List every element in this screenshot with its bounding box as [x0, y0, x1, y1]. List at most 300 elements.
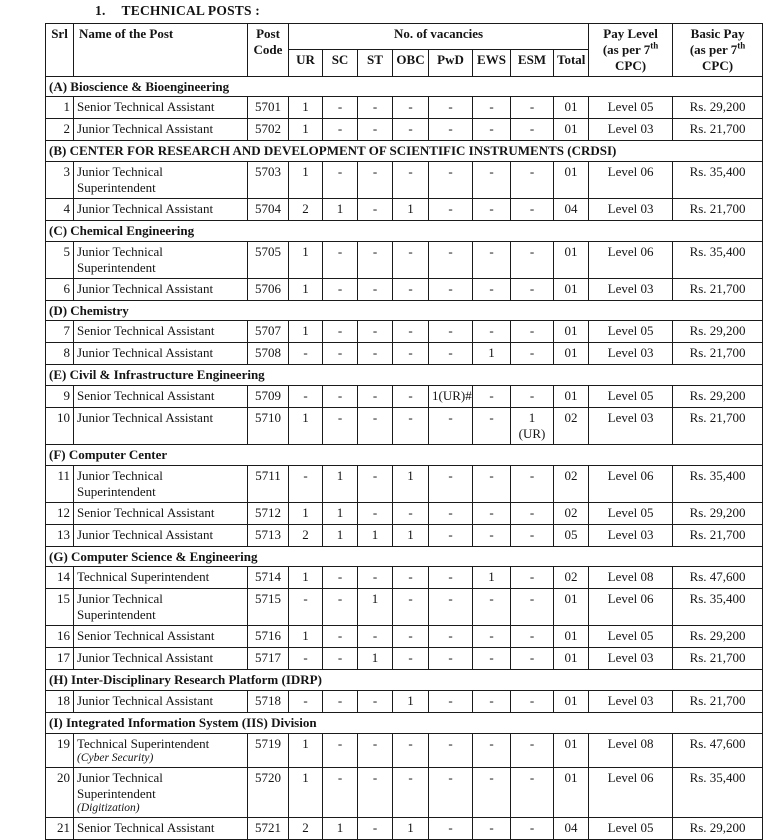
- post-srl: 10: [46, 408, 74, 445]
- vacancy-sc: 1: [323, 524, 358, 546]
- vacancy-pwd: -: [429, 626, 473, 648]
- vacancy-ur: 1: [289, 97, 323, 119]
- basic-pay: Rs. 29,200: [673, 386, 763, 408]
- pay-level: Level 03: [589, 199, 673, 221]
- vacancy-pwd: -: [429, 321, 473, 343]
- post-name: Senior Technical Assistant: [74, 386, 248, 408]
- post-name: Junior Technical Superintendent: [74, 589, 248, 626]
- post-code: 5714: [248, 567, 289, 589]
- basic-pay: Rs. 29,200: [673, 626, 763, 648]
- post-name: Junior Technical Assistant: [74, 691, 248, 713]
- post-row: [46, 733, 763, 767]
- post-code: 5703: [248, 162, 289, 199]
- vacancy-obc: -: [393, 767, 429, 817]
- post-row: [46, 817, 763, 839]
- basic-pay: Rs. 35,400: [673, 589, 763, 626]
- vacancy-total: 05: [554, 524, 589, 546]
- vacancy-total: 04: [554, 199, 589, 221]
- vacancy-ews: 1: [473, 343, 511, 365]
- post-srl: 13: [46, 524, 74, 546]
- vacancy-esm: -: [511, 241, 554, 278]
- post-name: Junior Technical Superintendent: [74, 162, 248, 199]
- post-srl: 9: [46, 386, 74, 408]
- vacancy-sc: -: [323, 626, 358, 648]
- vacancy-obc: -: [393, 241, 429, 278]
- basic-pay: Rs. 21,700: [673, 278, 763, 300]
- basic-pay: Rs. 21,700: [673, 408, 763, 445]
- pay-level: Level 03: [589, 648, 673, 670]
- vacancy-esm: -: [511, 278, 554, 300]
- vacancy-pwd: -: [429, 465, 473, 502]
- vacancy-esm: -: [511, 199, 554, 221]
- vacancy-total: 02: [554, 408, 589, 445]
- section-header-row: [46, 221, 763, 242]
- basic-pay: Rs. 21,700: [673, 648, 763, 670]
- post-row: [46, 767, 763, 817]
- vacancy-ur: 1: [289, 733, 323, 767]
- vacancy-sc: -: [323, 162, 358, 199]
- post-srl: 21: [46, 817, 74, 839]
- pay-level: Level 05: [589, 321, 673, 343]
- post-row: [46, 589, 763, 626]
- vacancy-ur: 1: [289, 767, 323, 817]
- vacancy-total: 04: [554, 817, 589, 839]
- post-code: 5705: [248, 241, 289, 278]
- vacancy-sc: 1: [323, 502, 358, 524]
- post-srl: 20: [46, 767, 74, 817]
- col-header-post-code: Post Code: [248, 24, 289, 77]
- vacancy-obc: -: [393, 567, 429, 589]
- vacancy-obc: 1: [393, 691, 429, 713]
- vacancy-total: 01: [554, 626, 589, 648]
- vacancy-obc: -: [393, 321, 429, 343]
- post-row: [46, 465, 763, 502]
- vacancy-ur: -: [289, 343, 323, 365]
- vacancy-esm: -: [511, 321, 554, 343]
- section-label: (C) Chemical Engineering: [46, 221, 763, 242]
- post-srl: 7: [46, 321, 74, 343]
- section-label: (D) Chemistry: [46, 300, 763, 321]
- section-header-row: [46, 713, 763, 734]
- post-name: Senior Technical Assistant: [74, 502, 248, 524]
- header-row-main: [46, 24, 763, 50]
- post-code: 5713: [248, 524, 289, 546]
- vacancy-obc: -: [393, 408, 429, 445]
- vacancy-obc: -: [393, 119, 429, 141]
- post-name: Technical Superintendent: [74, 567, 248, 589]
- page-title: [95, 3, 762, 19]
- col-header-esm: ESM: [511, 50, 554, 76]
- pay-level: Level 08: [589, 567, 673, 589]
- vacancy-ur: -: [289, 386, 323, 408]
- post-srl: 12: [46, 502, 74, 524]
- col-header-ur: UR: [289, 50, 323, 76]
- vacancy-total: 01: [554, 386, 589, 408]
- vacancy-st: -: [358, 241, 393, 278]
- section-label: (B) CENTER FOR RESEARCH AND DEVELOPMENT OF SCIENTIFIC INSTRUMENTS (CRDSI): [46, 141, 763, 162]
- pay-level-header-sub2: CPC): [615, 57, 647, 73]
- basic-pay-header-title: Basic Pay: [690, 26, 745, 41]
- post-code: 5716: [248, 626, 289, 648]
- vacancy-esm: -: [511, 817, 554, 839]
- vacancy-obc: -: [393, 648, 429, 670]
- vacancy-ur: 1: [289, 502, 323, 524]
- vacancy-total: 01: [554, 97, 589, 119]
- vacancy-total: 01: [554, 241, 589, 278]
- basic-pay: Rs. 29,200: [673, 502, 763, 524]
- basic-pay: Rs. 35,400: [673, 241, 763, 278]
- vacancy-ur: 1: [289, 626, 323, 648]
- vacancy-total: 02: [554, 502, 589, 524]
- vacancy-st: -: [358, 408, 393, 445]
- basic-pay: Rs. 21,700: [673, 119, 763, 141]
- basic-pay: Rs. 21,700: [673, 199, 763, 221]
- section-header-row: [46, 546, 763, 567]
- vacancy-ews: -: [473, 733, 511, 767]
- section-header-row: [46, 365, 763, 386]
- vacancy-pwd: -: [429, 691, 473, 713]
- vacancy-pwd: -: [429, 502, 473, 524]
- vacancy-ews: -: [473, 119, 511, 141]
- vacancy-pwd: -: [429, 733, 473, 767]
- post-name: Junior Technical Assistant: [74, 408, 248, 445]
- vacancy-sc: -: [323, 567, 358, 589]
- basic-pay: Rs. 47,600: [673, 733, 763, 767]
- pay-level: Level 03: [589, 524, 673, 546]
- vacancy-total: 01: [554, 767, 589, 817]
- vacancy-st: 1: [358, 648, 393, 670]
- col-header-total: Total: [554, 50, 589, 76]
- vacancy-obc: 1: [393, 465, 429, 502]
- vacancy-ews: -: [473, 199, 511, 221]
- post-code: 5708: [248, 343, 289, 365]
- pay-level: Level 06: [589, 767, 673, 817]
- vacancy-ews: -: [473, 648, 511, 670]
- vacancy-obc: -: [393, 97, 429, 119]
- table-body: [46, 76, 763, 839]
- vacancy-esm: -: [511, 386, 554, 408]
- post-row: [46, 97, 763, 119]
- vacancy-sc: -: [323, 648, 358, 670]
- post-name: Senior Technical Assistant: [74, 626, 248, 648]
- vacancy-esm: -: [511, 567, 554, 589]
- pay-level: Level 03: [589, 278, 673, 300]
- vacancy-ur: 1: [289, 119, 323, 141]
- pay-level: Level 03: [589, 691, 673, 713]
- post-code: 5721: [248, 817, 289, 839]
- vacancy-sc: -: [323, 321, 358, 343]
- section-header-row: [46, 445, 763, 466]
- pay-level: Level 05: [589, 97, 673, 119]
- vacancy-ur: -: [289, 648, 323, 670]
- vacancy-ews: -: [473, 408, 511, 445]
- vacancy-st: 1: [358, 589, 393, 626]
- vacancy-sc: -: [323, 97, 358, 119]
- post-srl: 14: [46, 567, 74, 589]
- vacancy-st: -: [358, 733, 393, 767]
- vacancy-pwd: -: [429, 524, 473, 546]
- vacancy-sc: -: [323, 691, 358, 713]
- vacancy-st: -: [358, 343, 393, 365]
- post-code: 5711: [248, 465, 289, 502]
- section-label: (F) Computer Center: [46, 445, 763, 466]
- section-header-row: [46, 76, 763, 97]
- vacancy-sc: 1: [323, 465, 358, 502]
- vacancy-ews: -: [473, 691, 511, 713]
- vacancy-ur: 2: [289, 524, 323, 546]
- vacancy-esm: -: [511, 119, 554, 141]
- vacancy-ews: -: [473, 817, 511, 839]
- pay-level: Level 06: [589, 162, 673, 199]
- post-code: 5712: [248, 502, 289, 524]
- pay-level: Level 05: [589, 386, 673, 408]
- vacancy-ur: 1: [289, 321, 323, 343]
- vacancy-obc: -: [393, 733, 429, 767]
- section-header-row: [46, 300, 763, 321]
- post-name: Junior Technical Assistant: [74, 648, 248, 670]
- vacancy-pwd: 1(UR)#: [429, 386, 473, 408]
- vacancy-obc: 1: [393, 199, 429, 221]
- vacancy-obc: -: [393, 343, 429, 365]
- vacancy-pwd: -: [429, 567, 473, 589]
- vacancy-esm: -: [511, 648, 554, 670]
- pay-level: Level 08: [589, 733, 673, 767]
- vacancy-pwd: -: [429, 767, 473, 817]
- post-srl: 18: [46, 691, 74, 713]
- vacancy-ews: -: [473, 278, 511, 300]
- vacancy-obc: 1: [393, 524, 429, 546]
- post-name: Junior Technical Assistant: [74, 278, 248, 300]
- post-code: 5720: [248, 767, 289, 817]
- pay-level: Level 03: [589, 119, 673, 141]
- vacancy-obc: -: [393, 386, 429, 408]
- vacancy-total: 01: [554, 278, 589, 300]
- basic-pay: Rs. 35,400: [673, 465, 763, 502]
- post-name: Junior Technical Assistant: [74, 343, 248, 365]
- vacancy-esm: -: [511, 524, 554, 546]
- post-row: [46, 278, 763, 300]
- vacancy-total: 02: [554, 465, 589, 502]
- post-row: [46, 648, 763, 670]
- vacancy-ews: -: [473, 321, 511, 343]
- vacancy-obc: -: [393, 626, 429, 648]
- vacancy-st: -: [358, 119, 393, 141]
- col-header-basic-pay: [673, 24, 763, 77]
- pay-level: Level 03: [589, 408, 673, 445]
- page-title-number: 1.: [95, 3, 106, 18]
- basic-pay: Rs. 29,200: [673, 97, 763, 119]
- post-name: Senior Technical Assistant: [74, 97, 248, 119]
- post-srl: 16: [46, 626, 74, 648]
- col-header-name: Name of the Post: [74, 24, 248, 77]
- vacancy-ews: -: [473, 524, 511, 546]
- section-header-row: [46, 141, 763, 162]
- vacancy-ur: 1: [289, 278, 323, 300]
- post-name: Junior Technical Assistant: [74, 119, 248, 141]
- vacancy-total: 01: [554, 162, 589, 199]
- vacancy-ews: -: [473, 465, 511, 502]
- post-row: [46, 162, 763, 199]
- vacancy-sc: -: [323, 408, 358, 445]
- vacancy-sc: -: [323, 343, 358, 365]
- basic-pay: Rs. 29,200: [673, 817, 763, 839]
- vacancy-total: 01: [554, 733, 589, 767]
- vacancy-ews: -: [473, 241, 511, 278]
- vacancy-pwd: -: [429, 119, 473, 141]
- vacancy-esm: -: [511, 733, 554, 767]
- vacancy-ur: 1: [289, 162, 323, 199]
- post-row: [46, 626, 763, 648]
- post-code: 5718: [248, 691, 289, 713]
- basic-pay: Rs. 21,700: [673, 691, 763, 713]
- pay-level: Level 06: [589, 589, 673, 626]
- pay-level: Level 05: [589, 502, 673, 524]
- vacancy-st: -: [358, 691, 393, 713]
- post-srl: 5: [46, 241, 74, 278]
- post-srl: 19: [46, 733, 74, 767]
- post-row: [46, 502, 763, 524]
- vacancy-pwd: -: [429, 278, 473, 300]
- post-srl: 3: [46, 162, 74, 199]
- post-name: Technical Superintendent (Cyber Security): [74, 733, 248, 767]
- vacancy-pwd: -: [429, 199, 473, 221]
- post-row: [46, 691, 763, 713]
- basic-pay-header-sub1: (as per 7: [689, 41, 738, 57]
- post-srl: 8: [46, 343, 74, 365]
- vacancy-st: -: [358, 321, 393, 343]
- vacancy-ur: -: [289, 691, 323, 713]
- post-name: Senior Technical Assistant: [74, 817, 248, 839]
- vacancy-pwd: -: [429, 648, 473, 670]
- post-code: 5701: [248, 97, 289, 119]
- pay-level: Level 05: [589, 626, 673, 648]
- section-label: (G) Computer Science & Engineering: [46, 546, 763, 567]
- vacancy-esm: -: [511, 97, 554, 119]
- vacancy-total: 01: [554, 589, 589, 626]
- section-label: (I) Integrated Information System (IIS) Division: [46, 713, 763, 734]
- col-header-obc: OBC: [393, 50, 429, 76]
- vacancy-obc: -: [393, 589, 429, 626]
- vacancy-st: -: [358, 199, 393, 221]
- col-header-vacancies-group: No. of vacancies: [289, 24, 589, 50]
- post-row: [46, 343, 763, 365]
- vacancy-ur: 1: [289, 408, 323, 445]
- pay-level: Level 05: [589, 817, 673, 839]
- vacancy-total: 01: [554, 119, 589, 141]
- vacancy-esm: 1 (UR): [511, 408, 554, 445]
- vacancy-esm: -: [511, 502, 554, 524]
- post-code: 5709: [248, 386, 289, 408]
- vacancy-total: 02: [554, 567, 589, 589]
- vacancy-sc: -: [323, 386, 358, 408]
- post-row: [46, 567, 763, 589]
- col-header-sc: SC: [323, 50, 358, 76]
- col-header-st: ST: [358, 50, 393, 76]
- pay-level-header-title: Pay Level: [603, 26, 658, 41]
- col-header-pwd: PwD: [429, 50, 473, 76]
- vacancy-pwd: -: [429, 817, 473, 839]
- post-code: 5717: [248, 648, 289, 670]
- vacancy-ur: 1: [289, 567, 323, 589]
- post-name-subtitle: (Digitization): [77, 801, 140, 814]
- pay-level-header-sup: th: [650, 40, 659, 51]
- vacancy-sc: -: [323, 733, 358, 767]
- vacancy-st: -: [358, 465, 393, 502]
- post-srl: 11: [46, 465, 74, 502]
- post-code: 5707: [248, 321, 289, 343]
- vacancy-ews: -: [473, 626, 511, 648]
- post-name: Junior Technical Superintendent: [74, 465, 248, 502]
- vacancy-ews: -: [473, 162, 511, 199]
- vacancy-obc: -: [393, 502, 429, 524]
- vacancy-st: 1: [358, 524, 393, 546]
- vacancy-st: -: [358, 386, 393, 408]
- post-code: 5704: [248, 199, 289, 221]
- vacancy-obc: -: [393, 162, 429, 199]
- post-code: 5706: [248, 278, 289, 300]
- pay-level: Level 06: [589, 465, 673, 502]
- basic-pay-header-sup: th: [737, 40, 746, 51]
- basic-pay-header-sub2: CPC): [702, 57, 734, 73]
- basic-pay: Rs. 47,600: [673, 567, 763, 589]
- col-header-srl: Srl: [46, 24, 74, 77]
- post-row: [46, 386, 763, 408]
- post-name: Junior Technical Assistant: [74, 199, 248, 221]
- post-name: Junior Technical Superintendent (Digitization): [74, 767, 248, 817]
- vacancy-esm: -: [511, 767, 554, 817]
- vacancy-st: -: [358, 97, 393, 119]
- post-row: [46, 408, 763, 445]
- post-srl: 4: [46, 199, 74, 221]
- vacancy-esm: -: [511, 465, 554, 502]
- vacancy-ews: 1: [473, 567, 511, 589]
- vacancy-total: 01: [554, 648, 589, 670]
- pay-level: Level 03: [589, 343, 673, 365]
- vacancy-pwd: -: [429, 589, 473, 626]
- post-code: 5702: [248, 119, 289, 141]
- vacancy-esm: -: [511, 343, 554, 365]
- vacancy-esm: -: [511, 626, 554, 648]
- basic-pay: Rs. 35,400: [673, 162, 763, 199]
- post-name: Senior Technical Assistant: [74, 321, 248, 343]
- vacancy-st: -: [358, 626, 393, 648]
- post-code: 5719: [248, 733, 289, 767]
- section-label: (A) Bioscience & Bioengineering: [46, 76, 763, 97]
- post-srl: 2: [46, 119, 74, 141]
- vacancy-ur: 2: [289, 817, 323, 839]
- vacancy-sc: 1: [323, 199, 358, 221]
- vacancy-sc: -: [323, 119, 358, 141]
- vacancy-sc: -: [323, 589, 358, 626]
- basic-pay: Rs. 29,200: [673, 321, 763, 343]
- post-name-subtitle: (Cyber Security): [77, 751, 154, 764]
- vacancy-pwd: -: [429, 97, 473, 119]
- vacancy-esm: -: [511, 162, 554, 199]
- section-header-row: [46, 670, 763, 691]
- section-label: (E) Civil & Infrastructure Engineering: [46, 365, 763, 386]
- vacancy-ews: -: [473, 97, 511, 119]
- vacancy-total: 01: [554, 691, 589, 713]
- post-name: Junior Technical Superintendent: [74, 241, 248, 278]
- post-row: [46, 321, 763, 343]
- post-srl: 17: [46, 648, 74, 670]
- vacancy-sc: -: [323, 278, 358, 300]
- vacancy-esm: -: [511, 691, 554, 713]
- basic-pay: Rs. 35,400: [673, 767, 763, 817]
- page-title-text: TECHNICAL POSTS :: [121, 3, 260, 18]
- vacancy-ews: -: [473, 589, 511, 626]
- vacancy-sc: -: [323, 241, 358, 278]
